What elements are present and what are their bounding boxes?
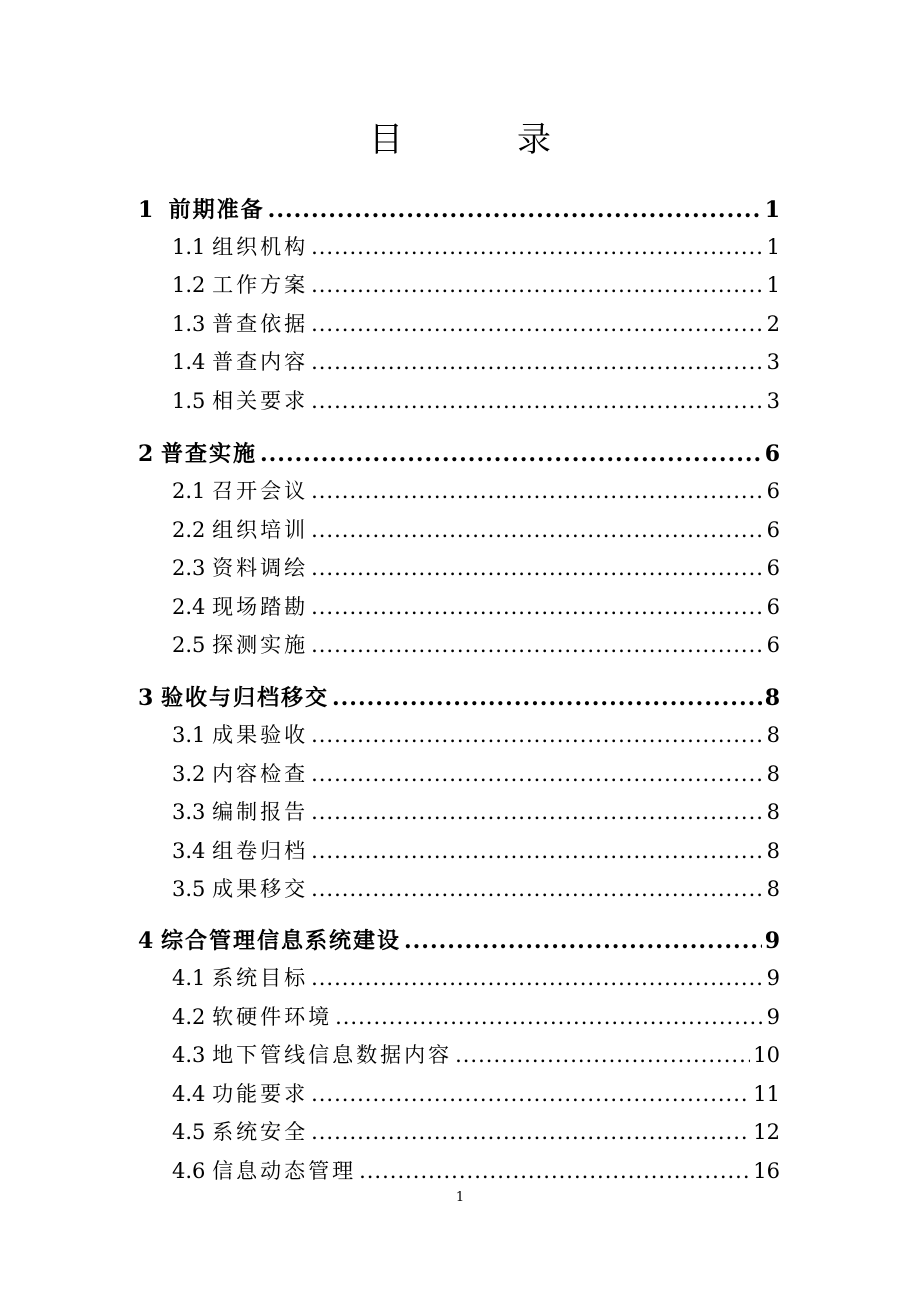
toc-entry-number: 2.4	[172, 595, 213, 619]
toc-entry-page: 6	[764, 441, 780, 467]
toc-entry-page: 6	[766, 556, 780, 580]
toc-entry-page: 8	[766, 839, 780, 863]
toc-chapter-entry[interactable]	[138, 437, 780, 467]
toc-entry-number: 2.5	[172, 633, 213, 657]
toc-entry-number: 4.3	[172, 1043, 213, 1067]
toc-entry-label: 探测实施	[212, 633, 309, 657]
toc-leader-dots	[311, 723, 764, 747]
toc-entry-page: 1	[766, 273, 780, 297]
toc-leader-dots	[311, 633, 764, 657]
toc-section-entry[interactable]	[172, 719, 780, 749]
toc-entry-page: 8	[766, 762, 780, 786]
toc-entry-label: 工作方案	[212, 273, 309, 297]
toc-leader-dots	[335, 1005, 764, 1029]
toc-leader-dots	[311, 1082, 750, 1106]
toc-entry-number: 4	[138, 928, 161, 954]
toc-entry-number: 3	[138, 685, 161, 711]
toc-leader-dots	[311, 1120, 750, 1144]
toc-entry-page: 9	[766, 966, 780, 990]
toc-leader-dots	[455, 1043, 750, 1067]
toc-leader-dots	[311, 312, 764, 336]
toc-section-entry[interactable]	[172, 308, 780, 338]
toc-entry-page: 9	[766, 1005, 780, 1029]
toc-leader-dots	[359, 1159, 750, 1183]
toc-entry-page: 3	[766, 350, 780, 374]
toc-entry-label: 前期准备	[168, 197, 265, 223]
toc-leader-dots	[311, 273, 764, 297]
toc-leader-dots	[268, 197, 762, 223]
toc-entry-page: 16	[753, 1159, 780, 1183]
toc-section-entry[interactable]	[172, 873, 780, 903]
toc-chapter-entry[interactable]	[138, 193, 780, 223]
toc-entry-label: 功能要求	[212, 1082, 309, 1106]
toc-entry-page: 6	[766, 479, 780, 503]
toc-leader-dots	[404, 928, 762, 954]
toc-leader-dots	[260, 441, 762, 467]
toc-section-entry[interactable]	[172, 552, 780, 582]
toc-entry-number: 2.3	[172, 556, 213, 580]
toc-section-entry[interactable]	[172, 962, 780, 992]
toc-section-entry[interactable]	[172, 758, 780, 788]
toc-entry-number: 4.6	[172, 1159, 213, 1183]
toc-section-entry[interactable]	[172, 1039, 780, 1069]
toc-entry-page: 8	[766, 800, 780, 824]
toc-entry-label: 召开会议	[212, 479, 309, 503]
toc-leader-dots	[311, 800, 764, 824]
toc-entry-page: 10	[753, 1043, 780, 1067]
toc-section-entry[interactable]	[172, 591, 780, 621]
toc-chapter-entry[interactable]	[138, 681, 780, 711]
toc-entry-page: 6	[766, 633, 780, 657]
toc-leader-dots	[311, 762, 764, 786]
toc-entry-number: 1.3	[172, 312, 213, 336]
toc-entry-page: 9	[764, 928, 780, 954]
toc-entry-page: 6	[766, 595, 780, 619]
toc-entry-number: 3.1	[172, 723, 213, 747]
toc-entry-page: 8	[766, 723, 780, 747]
toc-entry-page: 1	[766, 235, 780, 259]
toc-entry-number: 2.2	[172, 518, 213, 542]
toc-section-entry[interactable]	[172, 1116, 780, 1146]
toc-entry-page: 6	[766, 518, 780, 542]
toc-leader-dots	[311, 877, 764, 901]
toc-entry-number: 1.2	[172, 273, 213, 297]
toc-section-entry[interactable]	[172, 475, 780, 505]
toc-entry-label: 现场踏勘	[212, 595, 309, 619]
toc-section-entry[interactable]	[172, 1078, 780, 1108]
toc-section-entry[interactable]	[172, 796, 780, 826]
toc-section-entry[interactable]	[172, 835, 780, 865]
toc-leader-dots	[311, 235, 764, 259]
toc-section-entry[interactable]	[172, 1001, 780, 1031]
toc-entry-label: 软硬件环境	[212, 1005, 333, 1029]
toc-entry-number: 3.3	[172, 800, 213, 824]
toc-leader-dots	[332, 685, 762, 711]
toc-section-entry[interactable]	[172, 385, 780, 415]
toc-entry-label: 资料调绘	[212, 556, 309, 580]
toc-entry-number: 1	[138, 197, 169, 223]
toc-leader-dots	[311, 839, 764, 863]
toc-entry-number: 3.4	[172, 839, 213, 863]
toc-entry-page: 8	[764, 685, 780, 711]
toc-leader-dots	[311, 479, 764, 503]
toc-entry-page: 11	[753, 1082, 780, 1106]
toc-section-entry[interactable]	[172, 629, 780, 659]
toc-entry-page: 12	[753, 1120, 780, 1144]
toc-entry-label: 内容检查	[212, 762, 309, 786]
toc-leader-dots	[311, 966, 764, 990]
toc-section-entry[interactable]	[172, 231, 780, 261]
page-title: 目 录	[369, 120, 591, 160]
toc-entry-label: 编制报告	[212, 800, 309, 824]
toc-entry-number: 1.1	[172, 235, 213, 259]
toc-entry-label: 系统目标	[212, 966, 309, 990]
toc-entry-number: 4.5	[172, 1120, 213, 1144]
toc-entry-number: 3.5	[172, 877, 213, 901]
page-number: 1	[455, 1190, 465, 1205]
toc-leader-dots	[311, 556, 764, 580]
toc-entry-number: 3.2	[172, 762, 213, 786]
toc-entry-label: 地下管线信息数据内容	[212, 1043, 453, 1067]
toc-section-entry[interactable]	[172, 269, 780, 299]
toc-entry-number: 4.4	[172, 1082, 213, 1106]
toc-entry-number: 4.2	[172, 1005, 213, 1029]
toc-leader-dots	[311, 389, 764, 413]
toc-entry-page: 2	[766, 312, 780, 336]
toc-leader-dots	[311, 595, 764, 619]
toc-leader-dots	[311, 350, 764, 374]
toc-entry-label: 普查内容	[212, 350, 309, 374]
toc-entry-label: 普查实施	[160, 441, 257, 467]
toc-entry-label: 信息动态管理	[212, 1159, 357, 1183]
toc-section-entry[interactable]	[172, 514, 780, 544]
toc-entry-number: 4.1	[172, 966, 213, 990]
toc-entry-label: 验收与归档移交	[160, 685, 329, 711]
toc-entry-number: 1.4	[172, 350, 213, 374]
toc-section-entry[interactable]	[172, 346, 780, 376]
toc-entry-label: 系统安全	[212, 1120, 309, 1144]
toc-entry-label: 成果验收	[212, 723, 309, 747]
toc-entry-number: 2.1	[172, 479, 213, 503]
toc-entry-page: 3	[766, 389, 780, 413]
toc-leader-dots	[311, 518, 764, 542]
toc-entry-label: 组织机构	[212, 235, 309, 259]
toc-section-entry[interactable]	[172, 1155, 780, 1185]
toc-entry-label: 普查依据	[212, 312, 309, 336]
toc-entry-page: 8	[766, 877, 780, 901]
toc-entry-label: 相关要求	[212, 389, 309, 413]
toc-entry-number: 2	[138, 441, 161, 467]
toc-entry-label: 组卷归档	[212, 839, 309, 863]
toc-entry-number: 1.5	[172, 389, 213, 413]
toc-entry-label: 成果移交	[212, 877, 309, 901]
toc-chapter-entry[interactable]	[138, 924, 780, 954]
toc-entry-label: 综合管理信息系统建设	[160, 928, 401, 954]
toc-entry-page: 1	[764, 197, 780, 223]
toc-entry-label: 组织培训	[212, 518, 309, 542]
